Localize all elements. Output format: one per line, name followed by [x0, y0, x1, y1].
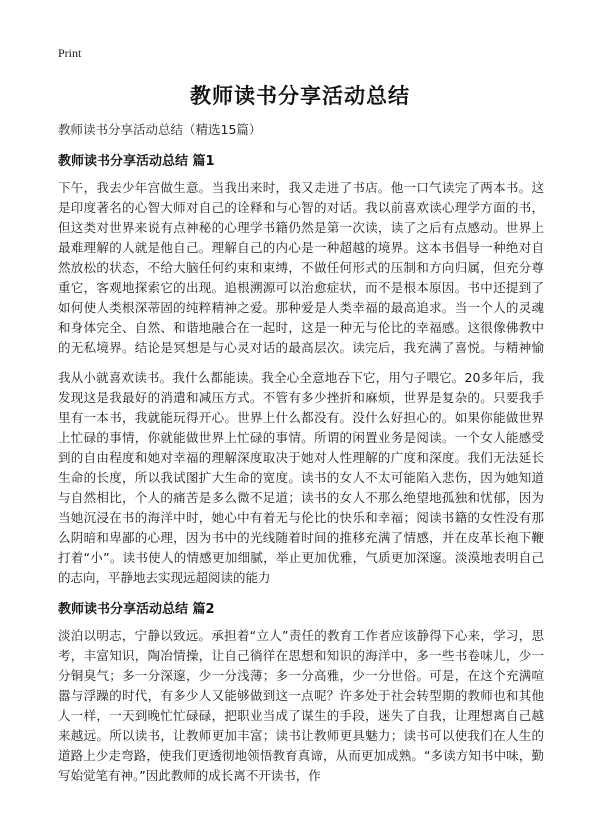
print-link[interactable]: Print — [58, 46, 82, 60]
document-title: 教师读书分享活动总结 — [190, 84, 410, 108]
section-heading-1: 教师读书分享活动总结 篇1 — [58, 154, 215, 169]
section-1-paragraph-1: 下午，我去少年宫做生意。当我出来时，我又走进了书店。他一口气读完了两本书。这是印度著名的心智大师对自己的诠释和与心智的对话。我以前喜欢读心理学方面的书，但这类对世界来说有点神秘的心理学书籍仍然是第一次读，读了之后有点感动。世界上最难理解的人就是他自己。理解自己的内心是一种超越的境界。这本书倡导一种绝对自然放松的状态，不给大脑任何约束和束缚，不做任何形式的压制和方向归属，但充分尊重它，客观地探索它的出现。追根溯源可以治愈症状，而不是根本原因。书中还提到了如何使人类根深蒂固的纯粹精神之爱。那种爱是人类幸福的最高追求。当一个人的灵魂和身体完全、自然、和谐地融合在一起时，这是一种无与伦比的幸福感。这很像佛教中的无私境界。结论是冥想是与心灵对话的最高层次。读完后，我充满了喜悦。与精神愉 — [58, 180, 544, 355]
section-1-paragraph-2: 我从小就喜欢读书。我什么都能读。我全心全意地吞下它，用勺子喂它。20多年后，我发现这是我最好的消遣和减压方式。不管有多少挫折和麻烦，世界是复杂的。只要我手里有一本书，我就能玩得开心。世界上什么都没有。没什么好担心的。如果你能做世界上忙碌的事情，你就能做世界上忙碌的事情。所谓的闲置业务是阅读。一个女人能感受到的自由程度和她对幸福的理解深度取决于她对人性理解的广度和深度。我们无法延长生命的长度，所以我试图扩大生命的宽度。读书的女人不太可能陷入悲伤，因为她知道与自然相比，个人的痛苦是多么微不足道；读书的女人不那么绝望地孤独和忧郁，因为当她沉浸在书的海洋中时，她心中有着无与伦比的快乐和幸福；阅读书籍的女性没有那么阴暗和卑鄙的心理，因为书中的光线随着时间的推移充满了情感，并在皮革长袍下鞭打着“小”。读书使人的情感更加细腻，举止更加优雅，气质更加深邃。淡漠地表明自己的志向，平静地去实现远超阅读的能力 — [58, 370, 544, 585]
section-heading-2: 教师读书分享活动总结 篇2 — [58, 602, 215, 617]
section-2-paragraph-1: 淡泊以明志，宁静以致远。承担着“立人”责任的教育工作者应该静得下心来，学习，思考，丰富知识，陶冶情操，让自己徜徉在思想和知识的海洋中，多一些书卷味儿，少一分铜臭气；多一分深邃，少一分浅薄；多一分高雅，少一分世俗。可是，在这个充满喧嚣与浮躁的时代，有多少人又能够做到这一点呢？许多处于社会转型期的教师也和其他人一样，一天到晚忙忙碌碌，把职业当成了谋生的手段，迷失了自我，让理想离自己越来越远。所以读书，让教师更加丰富；读书让教师更具魅力；读书可以使我们在人生的道路上少走弯路，使我们更透彻地领悟教育真谛，从而更加成熟。“多读方知书中味，勤写始觉笔有神。”因此教师的成长离不开读书，作 — [58, 628, 544, 783]
document-subtitle: 教师读书分享活动总结（精选15篇） — [58, 122, 262, 137]
